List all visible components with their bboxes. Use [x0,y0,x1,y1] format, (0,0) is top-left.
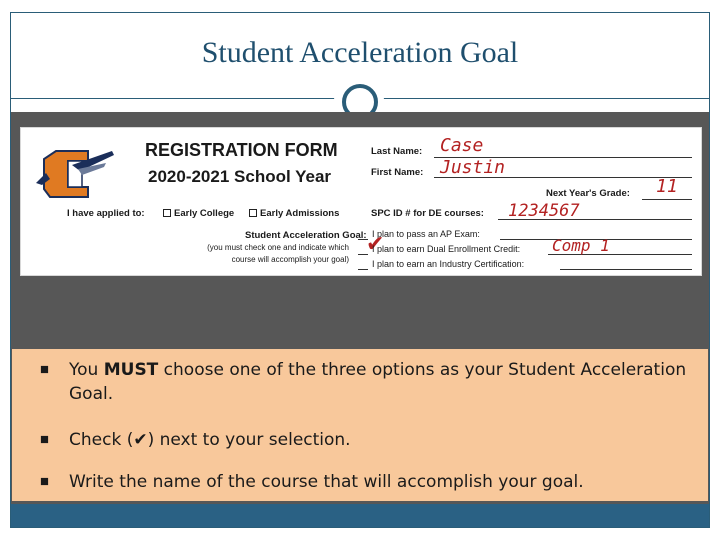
form-title: REGISTRATION FORM [145,140,338,160]
school-logo-icon [28,143,118,203]
early-admissions-label: Early Admissions [260,208,340,219]
industry-check-line [358,269,368,270]
check-mark-icon: ✔ [366,232,385,257]
bullet-text: Check (✔) next to your selection. [69,430,351,450]
goal-option-ap: I plan to pass an AP Exam: [372,229,480,239]
applied-to-label: I have applied to: [67,208,145,219]
first-name-value: Justin [440,157,506,178]
last-name-label: Last Name: [371,146,423,157]
spc-id-value: 1234567 [508,201,580,221]
goal-note-line-1: (you must check one and indicate which [207,243,349,252]
de-check-line [358,254,368,255]
bullet-square-icon [40,365,49,374]
goal-label: Student Acceleration Goal: [245,230,367,241]
bullet-text: choose one of the three options as your Student Acceleration Goal. [69,360,687,404]
grade-label: Next Year's Grade: [546,188,630,199]
instructions-box [12,349,708,501]
bullet-text: Write the name of the course that will accomplish your goal. [69,472,584,492]
goal-option-industry: I plan to earn an Industry Certification: [372,259,525,269]
goal-option-dual-enrollment: I plan to earn Dual Enrollment Credit: [372,244,521,254]
industry-line [560,269,692,270]
early-college-label: Early College [174,208,235,219]
first-name-label: First Name: [371,167,424,178]
grade-line [642,199,692,200]
grade-value: 11 [656,176,678,197]
bullet-square-icon [40,435,49,444]
early-college-checkbox [163,209,171,217]
spc-id-label: SPC ID # for DE courses: [371,208,484,219]
bullet-text: You [69,360,104,380]
bullet-square-icon [40,477,49,486]
early-admissions-checkbox [249,209,257,217]
footer-bar [11,504,709,527]
last-name-value: Case [440,135,484,156]
form-school-year: 2020-2021 School Year [148,167,332,186]
goal-note-line-2: course will accomplish your goal) [231,255,349,264]
dual-enrollment-value: Comp 1 [552,236,610,255]
bullet-emphasis: MUST [103,360,159,380]
slide-title: Student Acceleration Goal [201,36,519,69]
